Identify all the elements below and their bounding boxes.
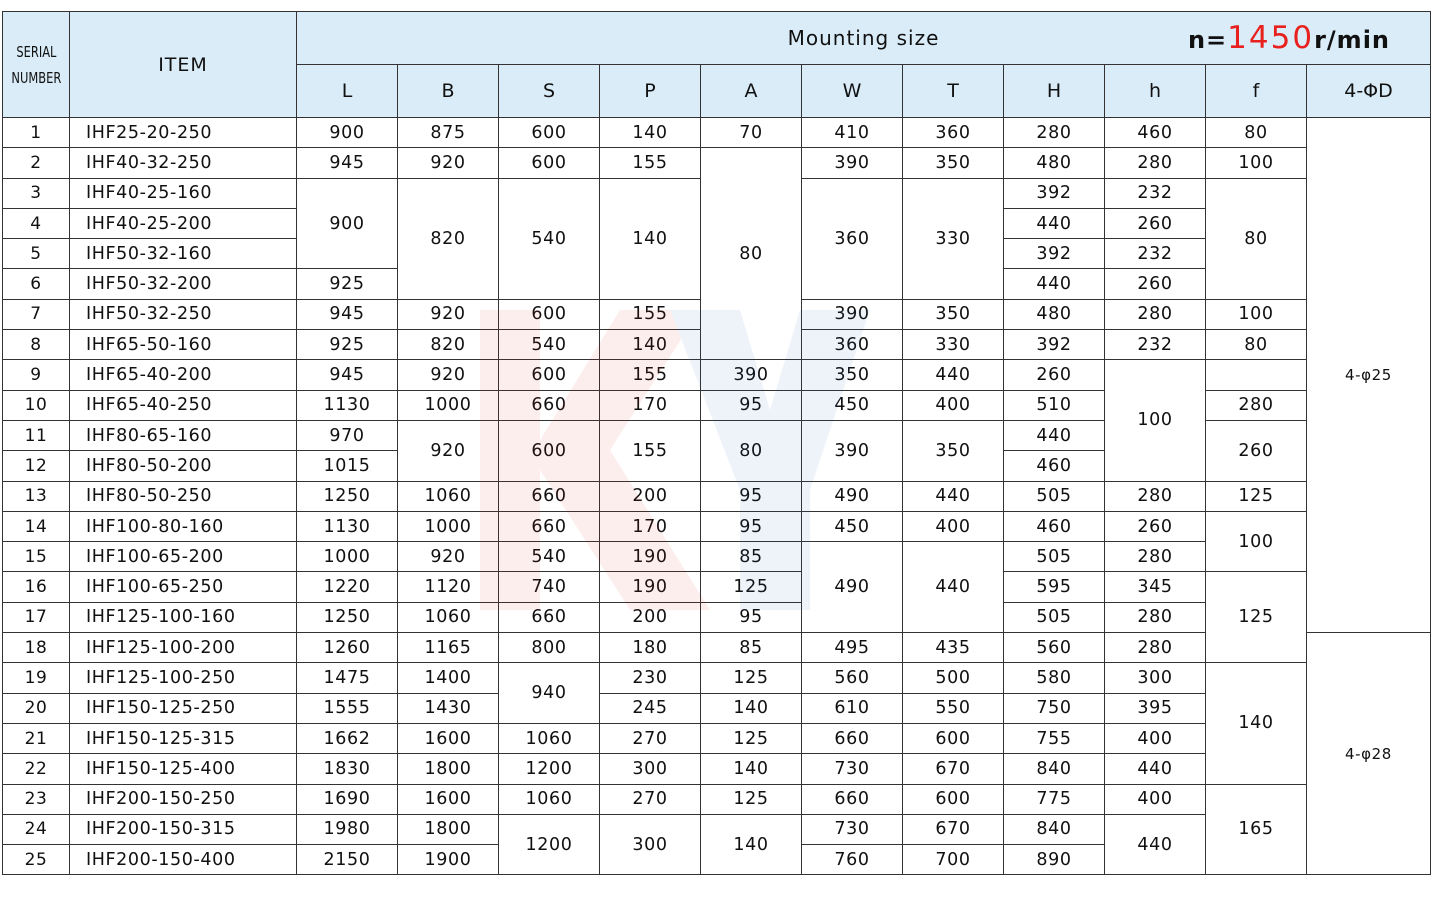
serial-cell: 3 <box>3 178 70 208</box>
cell-H: 392 <box>1004 239 1105 269</box>
cell-h: 260 <box>1105 208 1206 238</box>
item-cell: IHF40-25-200 <box>70 208 297 238</box>
cell-f: 125 <box>1206 481 1307 511</box>
serial-cell: 1 <box>3 118 70 148</box>
cell-L: 1690 <box>297 784 398 814</box>
item-cell: IHF65-40-250 <box>70 390 297 420</box>
col-header-T: T <box>903 65 1004 118</box>
item-cell: IHF200-150-315 <box>70 814 297 844</box>
cell-W: 610 <box>802 693 903 723</box>
cell-B: 820 <box>398 178 499 299</box>
cell-A: 80 <box>701 420 802 481</box>
mounting-size-table <box>2 11 1431 875</box>
cell-B: 920 <box>398 542 499 572</box>
cell-f: 100 <box>1105 360 1206 481</box>
cell-T: 400 <box>903 511 1004 541</box>
cell-T: 350 <box>903 420 1004 481</box>
cell-W: 390 <box>701 360 802 390</box>
serial-cell: 7 <box>3 299 70 329</box>
serial-number-header: SERIAL NUMBER <box>3 12 70 118</box>
cell-B: 1060 <box>398 602 499 632</box>
col-header-L: L <box>297 65 398 118</box>
cell-T: 350 <box>802 360 903 390</box>
cell-h: 395 <box>1105 693 1206 723</box>
cell-W: 730 <box>802 814 903 844</box>
cell-S: 660 <box>499 602 600 632</box>
cell-S: 600 <box>499 118 600 148</box>
item-cell: IHF100-80-160 <box>70 511 297 541</box>
cell-h: 280 <box>1105 542 1206 572</box>
cell-T: 670 <box>903 754 1004 784</box>
cell-H: 580 <box>1004 663 1105 693</box>
cell-B: 1000 <box>398 390 499 420</box>
cell-P: 140 <box>600 118 701 148</box>
cell-f: 100 <box>1206 511 1307 572</box>
cell-B: 920 <box>398 299 499 329</box>
item-cell: IHF65-40-200 <box>70 360 297 390</box>
item-cell: IHF125-100-200 <box>70 633 297 663</box>
cell-hole: 4-φ25 <box>1307 118 1431 633</box>
cell-S: 1060 <box>499 723 600 753</box>
cell-W: 560 <box>802 663 903 693</box>
cell-f: 125 <box>1206 572 1307 663</box>
cell-W: 490 <box>802 542 903 633</box>
cell-S: 1200 <box>499 754 600 784</box>
serial-cell: 2 <box>3 148 70 178</box>
cell-A: 140 <box>701 693 802 723</box>
cell-h: 400 <box>1105 723 1206 753</box>
cell-L: 1475 <box>297 663 398 693</box>
cell-W: 490 <box>802 481 903 511</box>
cell-P: 180 <box>600 633 701 663</box>
serial-cell: 13 <box>3 481 70 511</box>
cell-H: 510 <box>1004 390 1105 420</box>
cell-L: 1250 <box>297 602 398 632</box>
cell-h: 280 <box>1105 602 1206 632</box>
item-cell: IHF150-125-250 <box>70 693 297 723</box>
serial-cell: 11 <box>3 420 70 450</box>
cell-L: 1220 <box>297 572 398 602</box>
cell-W: 660 <box>802 723 903 753</box>
cell-B: 1600 <box>398 784 499 814</box>
speed-label: n=1450r/min <box>1187 20 1390 56</box>
item-cell: IHF100-65-200 <box>70 542 297 572</box>
serial-cell: 19 <box>3 663 70 693</box>
table-row <box>3 784 1431 814</box>
cell-P: 155 <box>600 299 701 329</box>
table-row <box>3 572 1431 602</box>
cell-S: 800 <box>499 633 600 663</box>
item-cell: IHF200-150-250 <box>70 784 297 814</box>
cell-W: 360 <box>802 330 903 360</box>
serial-cell: 25 <box>3 845 70 875</box>
cell-L: 945 <box>297 148 398 178</box>
cell-S: 540 <box>499 178 600 299</box>
cell-f: 140 <box>1206 663 1307 784</box>
item-header: ITEM <box>70 12 297 118</box>
cell-H: 460 <box>1004 511 1105 541</box>
cell-L: 1662 <box>297 723 398 753</box>
cell-h: 260 <box>1105 269 1206 299</box>
cell-L: 1830 <box>297 754 398 784</box>
cell-T: 330 <box>903 330 1004 360</box>
cell-P: 200 <box>600 481 701 511</box>
cell-H: 560 <box>1004 633 1105 663</box>
cell-T: 600 <box>903 784 1004 814</box>
cell-h: 300 <box>1105 663 1206 693</box>
item-cell: IHF200-150-400 <box>70 845 297 875</box>
col-header-A: A <box>701 65 802 118</box>
serial-cell: 16 <box>3 572 70 602</box>
cell-S: 660 <box>499 390 600 420</box>
cell-T: 400 <box>903 390 1004 420</box>
cell-P: 170 <box>600 390 701 420</box>
cell-L: 970 <box>297 420 398 450</box>
table-row <box>3 360 1431 390</box>
cell-P: 200 <box>600 602 701 632</box>
cell-T: 670 <box>903 814 1004 844</box>
cell-T: 435 <box>903 633 1004 663</box>
cell-A: 140 <box>701 814 802 875</box>
cell-B: 1800 <box>398 754 499 784</box>
cell-H: 440 <box>903 360 1004 390</box>
item-cell: IHF80-50-250 <box>70 481 297 511</box>
col-header-H: H <box>1004 65 1105 118</box>
item-cell: IHF100-65-250 <box>70 572 297 602</box>
cell-P: 155 <box>600 360 701 390</box>
cell-h: 280 <box>1206 390 1307 420</box>
serial-cell: 21 <box>3 723 70 753</box>
cell-A: 125 <box>701 723 802 753</box>
cell-H: 750 <box>1004 693 1105 723</box>
item-cell: IHF80-65-160 <box>70 420 297 450</box>
cell-h: 232 <box>1105 178 1206 208</box>
cell-S: 1060 <box>499 784 600 814</box>
serial-cell: 9 <box>3 360 70 390</box>
cell-W: 390 <box>802 420 903 481</box>
cell-B: 1800 <box>398 814 499 844</box>
cell-W: 390 <box>802 148 903 178</box>
cell-P: 230 <box>600 663 701 693</box>
cell-h: 280 <box>1105 633 1206 663</box>
cell-h: 400 <box>1105 784 1206 814</box>
item-cell: IHF50-32-160 <box>70 239 297 269</box>
cell-B: 1900 <box>398 845 499 875</box>
cell-A: 125 <box>701 784 802 814</box>
cell-S: 600 <box>499 420 600 481</box>
cell-A: 95 <box>701 602 802 632</box>
mounting-size-header <box>297 12 1431 65</box>
cell-A: 80 <box>701 148 802 360</box>
cell-h: 345 <box>1105 572 1206 602</box>
cell-T: 350 <box>903 299 1004 329</box>
cell-L: 900 <box>297 178 398 269</box>
table-row <box>3 148 1431 178</box>
item-cell: IHF50-32-200 <box>70 269 297 299</box>
cell-B: 1165 <box>398 633 499 663</box>
cell-S: 740 <box>499 572 600 602</box>
cell-H: 280 <box>1004 118 1105 148</box>
cell-W: 760 <box>802 845 903 875</box>
cell-A: 95 <box>701 511 802 541</box>
table-row <box>3 118 1431 148</box>
cell-h: 260 <box>1206 420 1307 481</box>
mounting-size-title: Mounting size <box>787 26 940 50</box>
serial-cell: 15 <box>3 542 70 572</box>
cell-P: 140 <box>600 330 701 360</box>
cell-P: 155 <box>600 148 701 178</box>
item-cell: IHF50-32-250 <box>70 299 297 329</box>
cell-L: 1250 <box>297 481 398 511</box>
cell-H: 840 <box>1004 754 1105 784</box>
cell-S: 540 <box>499 542 600 572</box>
cell-h: 280 <box>1105 299 1206 329</box>
cell-A: 125 <box>701 663 802 693</box>
item-cell: IHF150-125-400 <box>70 754 297 784</box>
cell-f: 80 <box>1206 330 1307 360</box>
cell-B: 1600 <box>398 723 499 753</box>
cell-T: 330 <box>903 178 1004 299</box>
serial-cell: 6 <box>3 269 70 299</box>
item-cell: IHF40-25-160 <box>70 178 297 208</box>
cell-L: 1260 <box>297 633 398 663</box>
cell-W: 410 <box>802 118 903 148</box>
cell-H: 755 <box>1004 723 1105 753</box>
serial-cell: 5 <box>3 239 70 269</box>
cell-P: 155 <box>600 420 701 481</box>
cell-H: 440 <box>1004 269 1105 299</box>
col-header-h-lower: h <box>1105 65 1206 118</box>
cell-T: 700 <box>903 845 1004 875</box>
table-row <box>3 511 1431 541</box>
cell-L: 945 <box>297 360 398 390</box>
cell-f: 80 <box>1206 178 1307 299</box>
cell-W: 450 <box>802 511 903 541</box>
cell-B: 1060 <box>398 481 499 511</box>
cell-h: 260 <box>1105 511 1206 541</box>
cell-S: 660 <box>499 511 600 541</box>
serial-cell: 23 <box>3 784 70 814</box>
cell-A: 125 <box>701 572 802 602</box>
cell-H: 480 <box>1004 299 1105 329</box>
cell-B: 920 <box>398 148 499 178</box>
cell-T: 600 <box>903 723 1004 753</box>
cell-f: 165 <box>1206 784 1307 875</box>
cell-P: 140 <box>600 178 701 299</box>
cell-A: 70 <box>701 118 802 148</box>
cell-H: 440 <box>1004 420 1105 450</box>
cell-P: 190 <box>600 572 701 602</box>
cell-B: 1400 <box>398 663 499 693</box>
cell-W: 495 <box>802 633 903 663</box>
cell-L: 900 <box>297 118 398 148</box>
cell-H: 460 <box>1004 451 1105 481</box>
cell-h: 280 <box>1105 148 1206 178</box>
table-row <box>3 481 1431 511</box>
cell-T: 440 <box>903 481 1004 511</box>
item-cell: IHF125-100-250 <box>70 663 297 693</box>
serial-cell: 22 <box>3 754 70 784</box>
cell-P: 300 <box>600 814 701 875</box>
cell-T: 500 <box>903 663 1004 693</box>
serial-cell: 8 <box>3 330 70 360</box>
item-cell: IHF65-50-160 <box>70 330 297 360</box>
cell-f: 100 <box>1206 148 1307 178</box>
cell-P: 270 <box>600 784 701 814</box>
cell-h: 232 <box>1105 330 1206 360</box>
cell-H: 480 <box>1004 148 1105 178</box>
serial-cell: 24 <box>3 814 70 844</box>
cell-L: 2150 <box>297 845 398 875</box>
cell-P: 300 <box>600 754 701 784</box>
cell-L: 925 <box>297 269 398 299</box>
cell-P: 190 <box>600 542 701 572</box>
cell-hole: 4-φ28 <box>1307 633 1431 875</box>
serial-cell: 18 <box>3 633 70 663</box>
cell-T: 550 <box>903 693 1004 723</box>
col-header-B: B <box>398 65 499 118</box>
cell-P: 270 <box>600 723 701 753</box>
item-cell: IHF80-50-200 <box>70 451 297 481</box>
cell-B: 820 <box>398 330 499 360</box>
cell-L: 1015 <box>297 451 398 481</box>
col-header-P: P <box>600 65 701 118</box>
cell-S: 1200 <box>499 814 600 875</box>
cell-A: 95 <box>701 481 802 511</box>
cell-A: 140 <box>701 754 802 784</box>
item-cell: IHF40-32-250 <box>70 148 297 178</box>
cell-L: 1980 <box>297 814 398 844</box>
cell-f: 100 <box>1206 299 1307 329</box>
cell-L: 945 <box>297 299 398 329</box>
col-header-f: f <box>1206 65 1307 118</box>
table-row <box>3 663 1431 693</box>
cell-H: 840 <box>1004 814 1105 844</box>
cell-W: 450 <box>802 390 903 420</box>
cell-H: 890 <box>1004 845 1105 875</box>
cell-L: 1130 <box>297 511 398 541</box>
cell-B: 1000 <box>398 511 499 541</box>
cell-W: 360 <box>802 178 903 299</box>
cell-W: 390 <box>802 299 903 329</box>
serial-cell: 4 <box>3 208 70 238</box>
spec-table-container <box>2 11 1431 875</box>
cell-L: 1130 <box>297 390 398 420</box>
table-row <box>3 420 1431 450</box>
cell-S: 540 <box>499 330 600 360</box>
cell-L: 925 <box>297 330 398 360</box>
serial-cell: 14 <box>3 511 70 541</box>
serial-cell: 17 <box>3 602 70 632</box>
serial-cell: 10 <box>3 390 70 420</box>
cell-T: 350 <box>903 148 1004 178</box>
col-header-4-phiD: 4-ΦD <box>1307 65 1431 118</box>
cell-W: 660 <box>802 784 903 814</box>
cell-f: 80 <box>1206 118 1307 148</box>
cell-L: 1000 <box>297 542 398 572</box>
cell-H: 392 <box>1004 330 1105 360</box>
cell-P: 170 <box>600 511 701 541</box>
cell-B: 920 <box>398 360 499 390</box>
cell-H: 505 <box>1004 602 1105 632</box>
cell-B: 1120 <box>398 572 499 602</box>
cell-H: 775 <box>1004 784 1105 814</box>
cell-A: 85 <box>701 633 802 663</box>
item-cell: IHF125-100-160 <box>70 602 297 632</box>
cell-S: 600 <box>499 299 600 329</box>
cell-H: 392 <box>1004 178 1105 208</box>
cell-A: 85 <box>701 542 802 572</box>
cell-B: 920 <box>398 420 499 481</box>
cell-h: 260 <box>1004 360 1105 390</box>
cell-T: 360 <box>903 118 1004 148</box>
cell-h: 440 <box>1105 814 1206 875</box>
cell-H: 505 <box>1004 481 1105 511</box>
cell-P: 245 <box>600 693 701 723</box>
serial-cell: 12 <box>3 451 70 481</box>
serial-cell: 20 <box>3 693 70 723</box>
col-header-W: W <box>802 65 903 118</box>
cell-W: 730 <box>802 754 903 784</box>
cell-H: 595 <box>1004 572 1105 602</box>
cell-L: 1555 <box>297 693 398 723</box>
cell-h: 232 <box>1105 239 1206 269</box>
cell-B: 1430 <box>398 693 499 723</box>
cell-S: 660 <box>499 481 600 511</box>
cell-A: 95 <box>701 390 802 420</box>
cell-T: 440 <box>903 542 1004 633</box>
table-row <box>3 390 1431 420</box>
cell-H: 440 <box>1004 208 1105 238</box>
cell-h: 440 <box>1105 754 1206 784</box>
cell-S: 940 <box>499 663 600 724</box>
cell-S: 600 <box>499 148 600 178</box>
item-cell: IHF150-125-315 <box>70 723 297 753</box>
cell-B: 875 <box>398 118 499 148</box>
item-cell: IHF25-20-250 <box>70 118 297 148</box>
cell-h: 460 <box>1105 118 1206 148</box>
cell-H: 505 <box>1004 542 1105 572</box>
col-header-S: S <box>499 65 600 118</box>
cell-S: 600 <box>499 360 600 390</box>
cell-h: 280 <box>1105 481 1206 511</box>
